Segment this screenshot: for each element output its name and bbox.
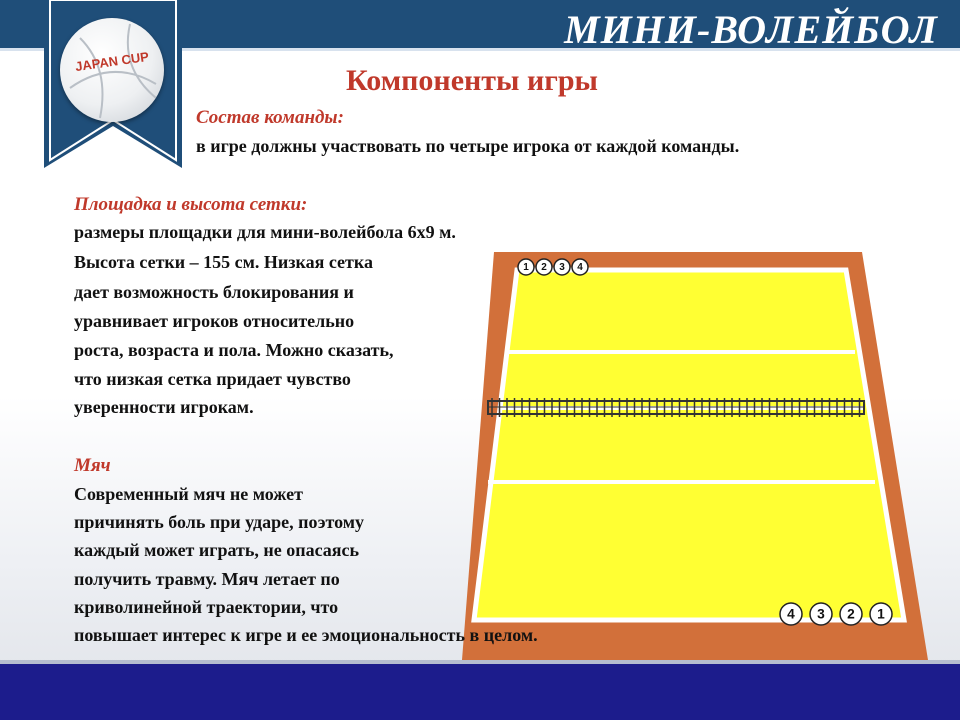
court-text-line: Высота сетки – 155 см. Низкая сетка: [74, 252, 373, 272]
position-number: 1: [523, 262, 529, 274]
court-text-line: дает возможность блокирования и: [74, 282, 354, 302]
position-number: 3: [817, 606, 825, 622]
team-text-line: в игре должны участвовать по четыре игрока от каждой команды.: [196, 136, 740, 156]
position-number: 4: [577, 262, 583, 274]
slide-header-title: МИНИ-ВОЛЕЙБОЛ: [564, 7, 938, 52]
team-heading: Состав команды:: [196, 107, 344, 128]
position-number: 3: [559, 262, 565, 274]
position-number: 1: [877, 606, 885, 622]
court-heading: Площадка и высота сетки:: [74, 194, 308, 215]
volleyball-logo: [60, 18, 164, 122]
position-number: 2: [541, 262, 547, 274]
footer-band: [0, 664, 960, 720]
ball-text-line: причинять боль при ударе, поэтому: [74, 512, 365, 532]
court-text-line: что низкая сетка придает чувство: [74, 369, 351, 389]
ball-text-line: каждый может играть, не опасаясь: [74, 540, 360, 560]
court-diagram: [462, 252, 928, 660]
volleyball-net: [488, 398, 864, 417]
court-text-line: размеры площадки для мини-волейбола 6х9 м.: [74, 222, 456, 242]
court-playing-area: [474, 270, 904, 620]
court-text-line: роста, возраста и пола. Можно сказать,: [74, 340, 394, 360]
ball-heading: Мяч: [74, 455, 111, 476]
position-number: 4: [787, 606, 795, 622]
ball-text-line: криволинейной траектории, что: [74, 597, 339, 617]
logo-label: JAPAN CUP: [74, 48, 150, 75]
position-number: 2: [847, 606, 855, 622]
ball-text-line: повышает интерес к игре и ее эмоциональность в целом.: [74, 625, 538, 645]
page-title: Компоненты игры: [346, 64, 598, 97]
ball-text-line: Современный мяч не может: [74, 484, 303, 504]
court-text-line: уверенности игрокам.: [74, 397, 254, 417]
ball-text-line: получить травму. Мяч летает по: [74, 569, 340, 589]
court-text-line: уравнивает игроков относительно: [74, 311, 355, 331]
